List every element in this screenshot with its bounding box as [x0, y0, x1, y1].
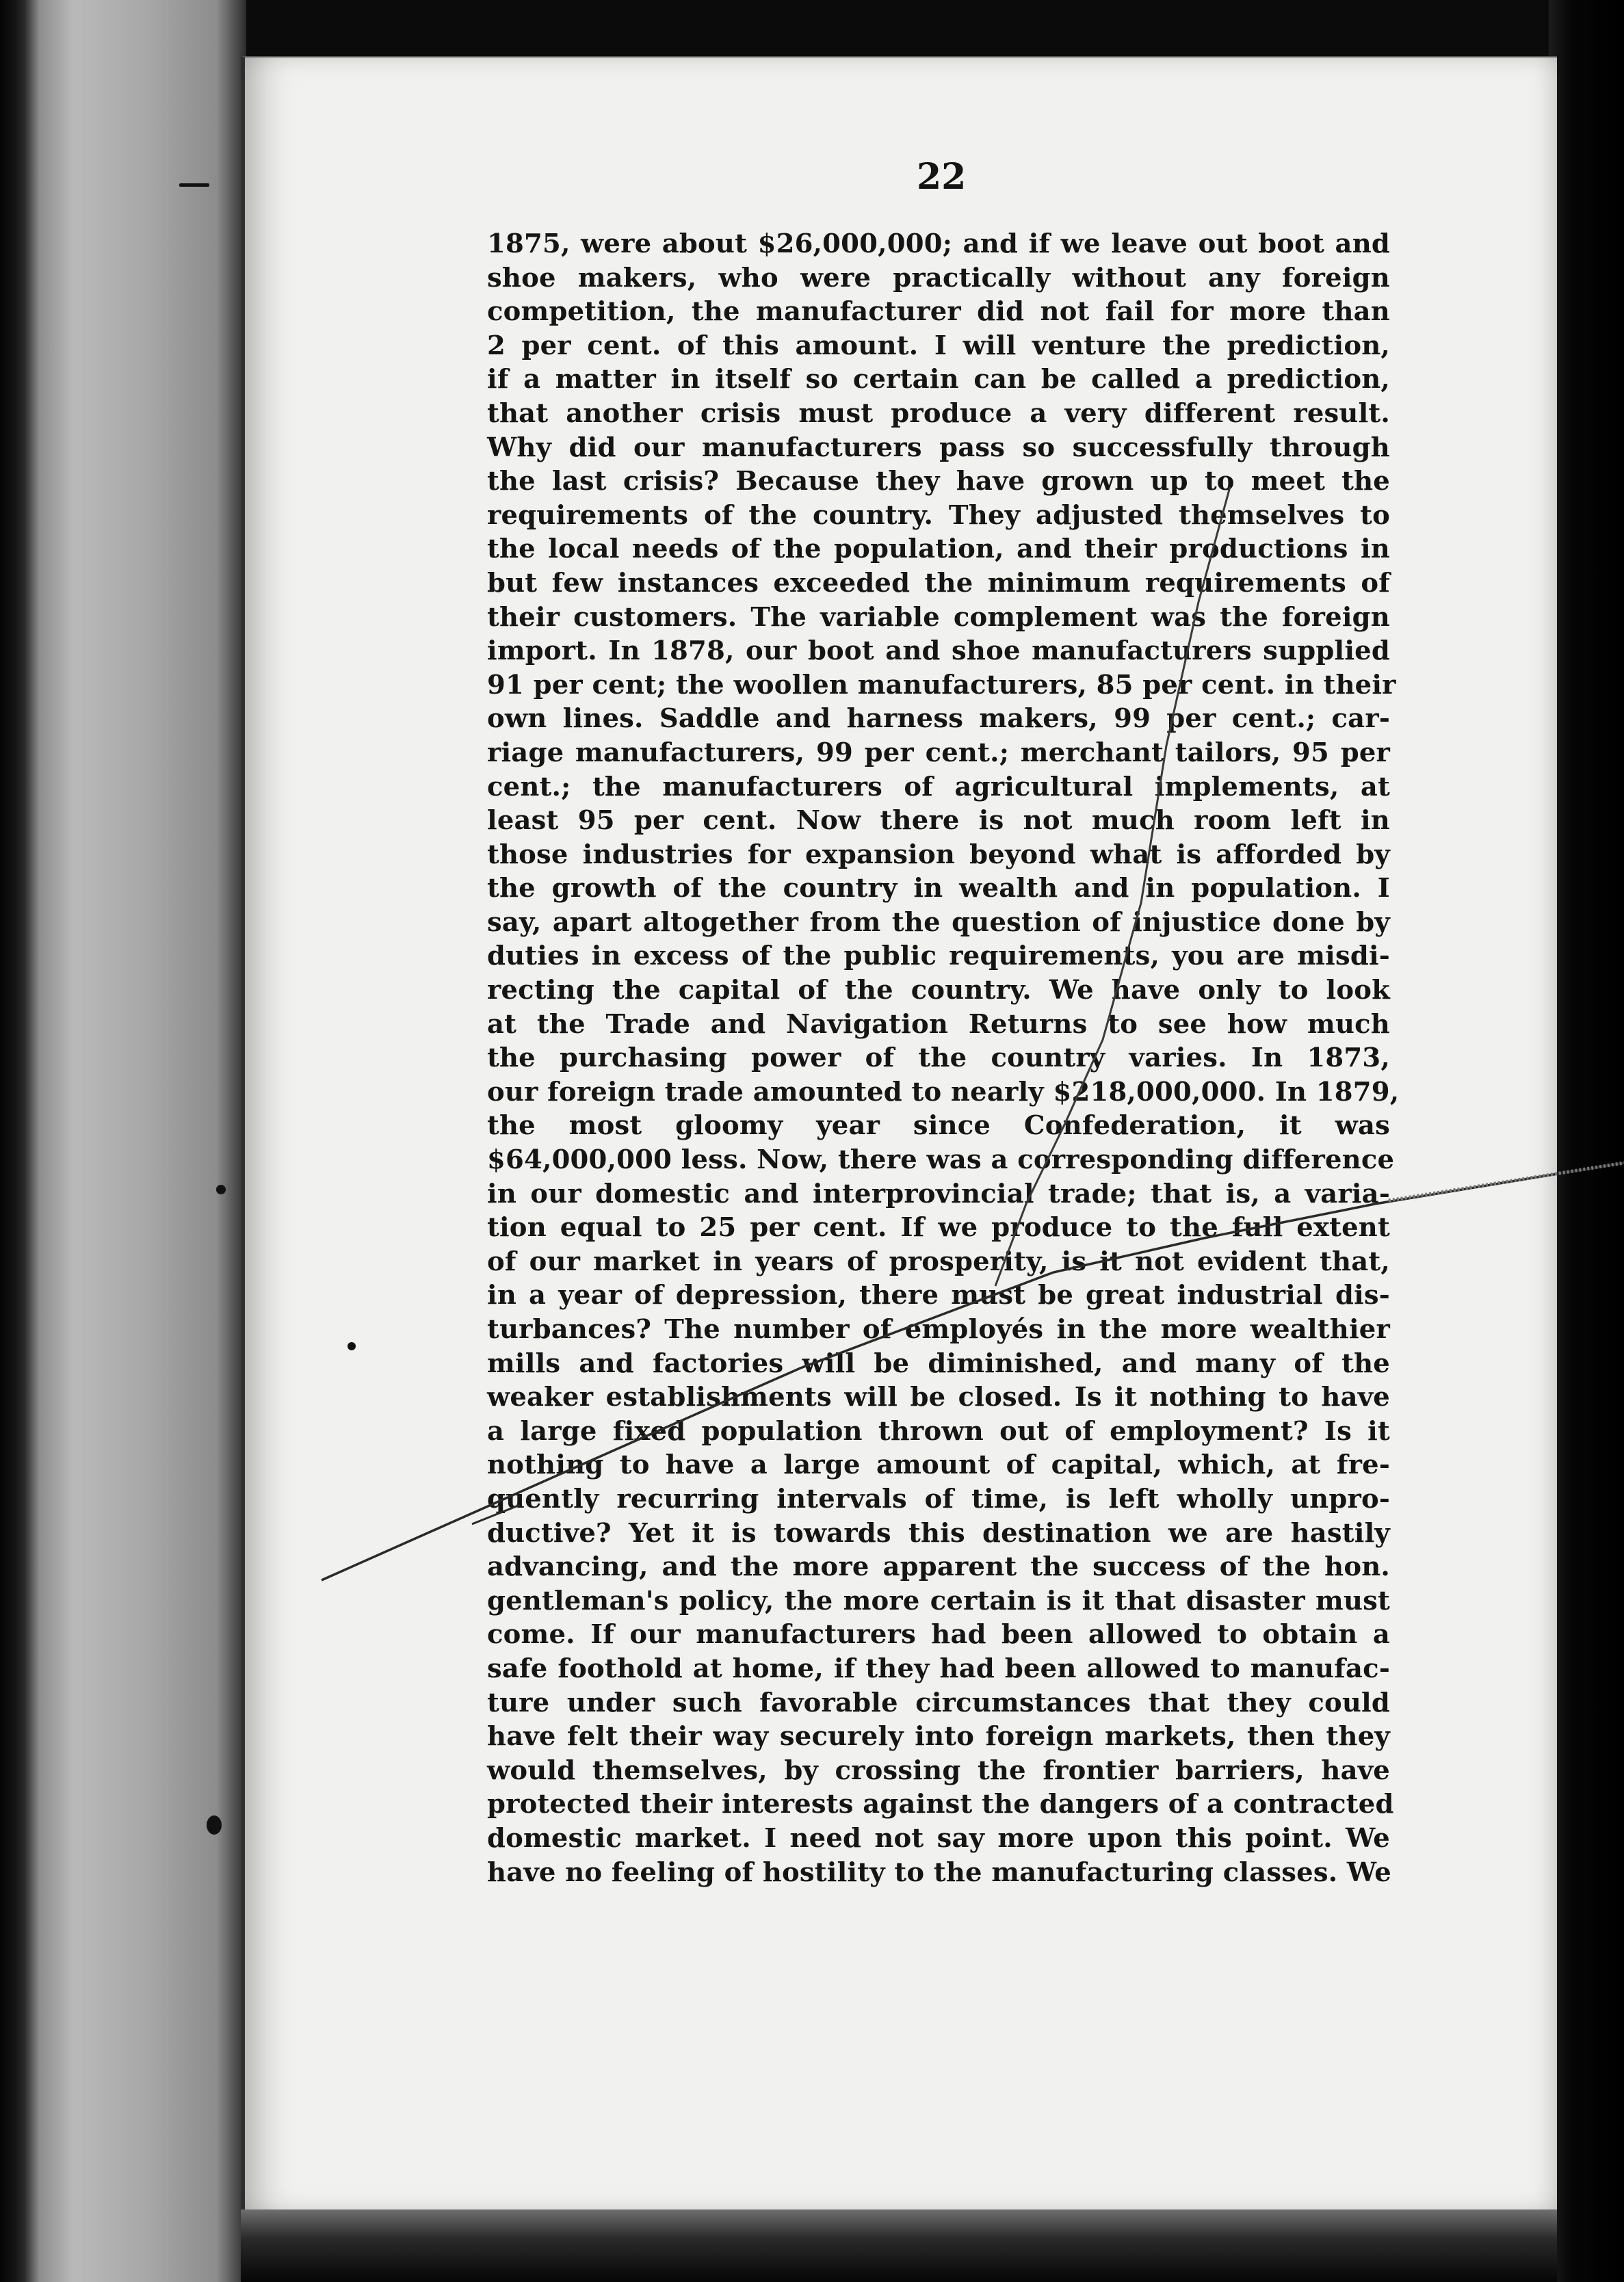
text-line: have felt their way securely into foreign markets, then they — [487, 1721, 1390, 1753]
text-line: 1875, were about $26,000,000; and if we leave out boot and — [487, 228, 1390, 259]
text-line: in a year of depression, there must be great industrial dis- — [487, 1280, 1390, 1311]
text-line: $64,000,000 less. Now, there was a corresponding difference — [487, 1144, 1395, 1176]
text-line: 91 per cent; the woollen manufacturers, 85 per cent. in their — [487, 669, 1396, 700]
text-line: riage manufacturers, 99 per cent.; merchant tailors, 95 per — [487, 737, 1390, 768]
text-line: but few instances exceeded the minimum requirements of — [487, 567, 1390, 599]
text-line: protected their interests against the dangers of a contracted — [487, 1789, 1394, 1820]
text-line: ductive? Yet it is towards this destination we are hastily — [487, 1517, 1390, 1549]
text-line: at the Trade and Navigation Returns to see how much — [487, 1008, 1390, 1040]
text-line: say, apart altogether from the question of injustice done by — [487, 906, 1390, 938]
speck-mark — [348, 1342, 356, 1350]
text-line: quently recurring intervals of time, is left wholly unpro- — [487, 1483, 1390, 1514]
page-bottom-edge — [241, 2209, 1557, 2282]
text-line: the most gloomy year since Confederation, it was — [487, 1110, 1390, 1142]
text-line: in our domestic and interprovincial trade; that is, a varia- — [487, 1178, 1390, 1209]
text-line: of our market in years of prosperity, is it not evident that, — [487, 1246, 1390, 1277]
text-line: their customers. The variable complement was the foreign — [487, 601, 1390, 633]
text-line: the local needs of the population, and their productions in — [487, 534, 1390, 565]
text-line: ture under such favorable circumstances that they could — [487, 1687, 1390, 1718]
text-line: if a matter in itself so certain can be called a prediction, — [487, 364, 1390, 395]
text-line: advancing, and the more apparent the success of the hon. — [487, 1551, 1390, 1583]
text-line: import. In 1878, our boot and shoe manufacturers supplied — [487, 635, 1390, 667]
speck-mark — [179, 183, 209, 187]
text-line: come. If our manufacturers had been allowed to obtain a — [487, 1619, 1390, 1651]
text-line: tion equal to 25 per cent. If we produce to the full extent — [487, 1212, 1390, 1244]
text-line: mills and factories will be diminished, and many of the — [487, 1348, 1390, 1379]
text-line: that another crisis must produce a very different result. — [487, 397, 1390, 429]
text-line: nothing to have a large amount of capital, which, at fre- — [487, 1450, 1390, 1481]
text-line: our foreign trade amounted to nearly $218,000,000. In 1879, — [487, 1076, 1400, 1107]
speck-mark — [216, 1185, 226, 1194]
text-line: 2 per cent. of this amount. I will venture the prediction, — [487, 330, 1390, 361]
text-line: the last crisis? Because they have grown up to meet the — [487, 466, 1390, 497]
text-line: Why did our manufacturers pass so successfully through — [487, 432, 1390, 463]
text-line: turbances? The number of employés in the more wealthier — [487, 1314, 1390, 1345]
text-line: requirements of the country. They adjusted themselves to — [487, 499, 1390, 531]
text-line: weaker establishments will be closed. Is it nothing to have — [487, 1382, 1390, 1413]
text-line: recting the capital of the country. We have only to look — [487, 975, 1390, 1006]
text-line: least 95 per cent. Now there is not much room left in — [487, 805, 1390, 837]
body-text — [487, 227, 1400, 1889]
text-line: a large fixed population thrown out of employment? Is it — [487, 1415, 1390, 1447]
page-number: 22 — [917, 156, 967, 198]
text-line: those industries for expansion beyond what is afforded by — [487, 839, 1390, 870]
text-line: domestic market. I need not say more upon this point. We — [487, 1822, 1390, 1854]
scan-right-margin — [1549, 0, 1624, 2282]
text-line: cent.; the manufacturers of agricultural implements, at — [487, 771, 1390, 802]
text-line: gentleman's policy, the more certain is it that disaster must — [487, 1585, 1390, 1616]
text-line: the growth of the country in wealth and in population. I — [487, 873, 1390, 904]
text-line: shoe makers, who were practically without any foreign — [487, 262, 1390, 293]
text-line: safe foothold at home, if they had been allowed to manufac- — [487, 1653, 1390, 1684]
scan-left-margin — [0, 0, 246, 2282]
text-line: duties in excess of the public requirements, you are misdi- — [487, 941, 1390, 972]
text-line: the purchasing power of the country varies. In 1873, — [487, 1042, 1390, 1074]
text-line: would themselves, by crossing the frontier barriers, have — [487, 1755, 1390, 1786]
speck-mark — [207, 1815, 222, 1835]
text-line: have no feeling of hostility to the manufacturing classes. We — [487, 1857, 1391, 1888]
text-line: own lines. Saddle and harness makers, 99 per cent.; car- — [487, 703, 1390, 735]
text-line: competition, the manufacturer did not fail for more than — [487, 296, 1390, 328]
